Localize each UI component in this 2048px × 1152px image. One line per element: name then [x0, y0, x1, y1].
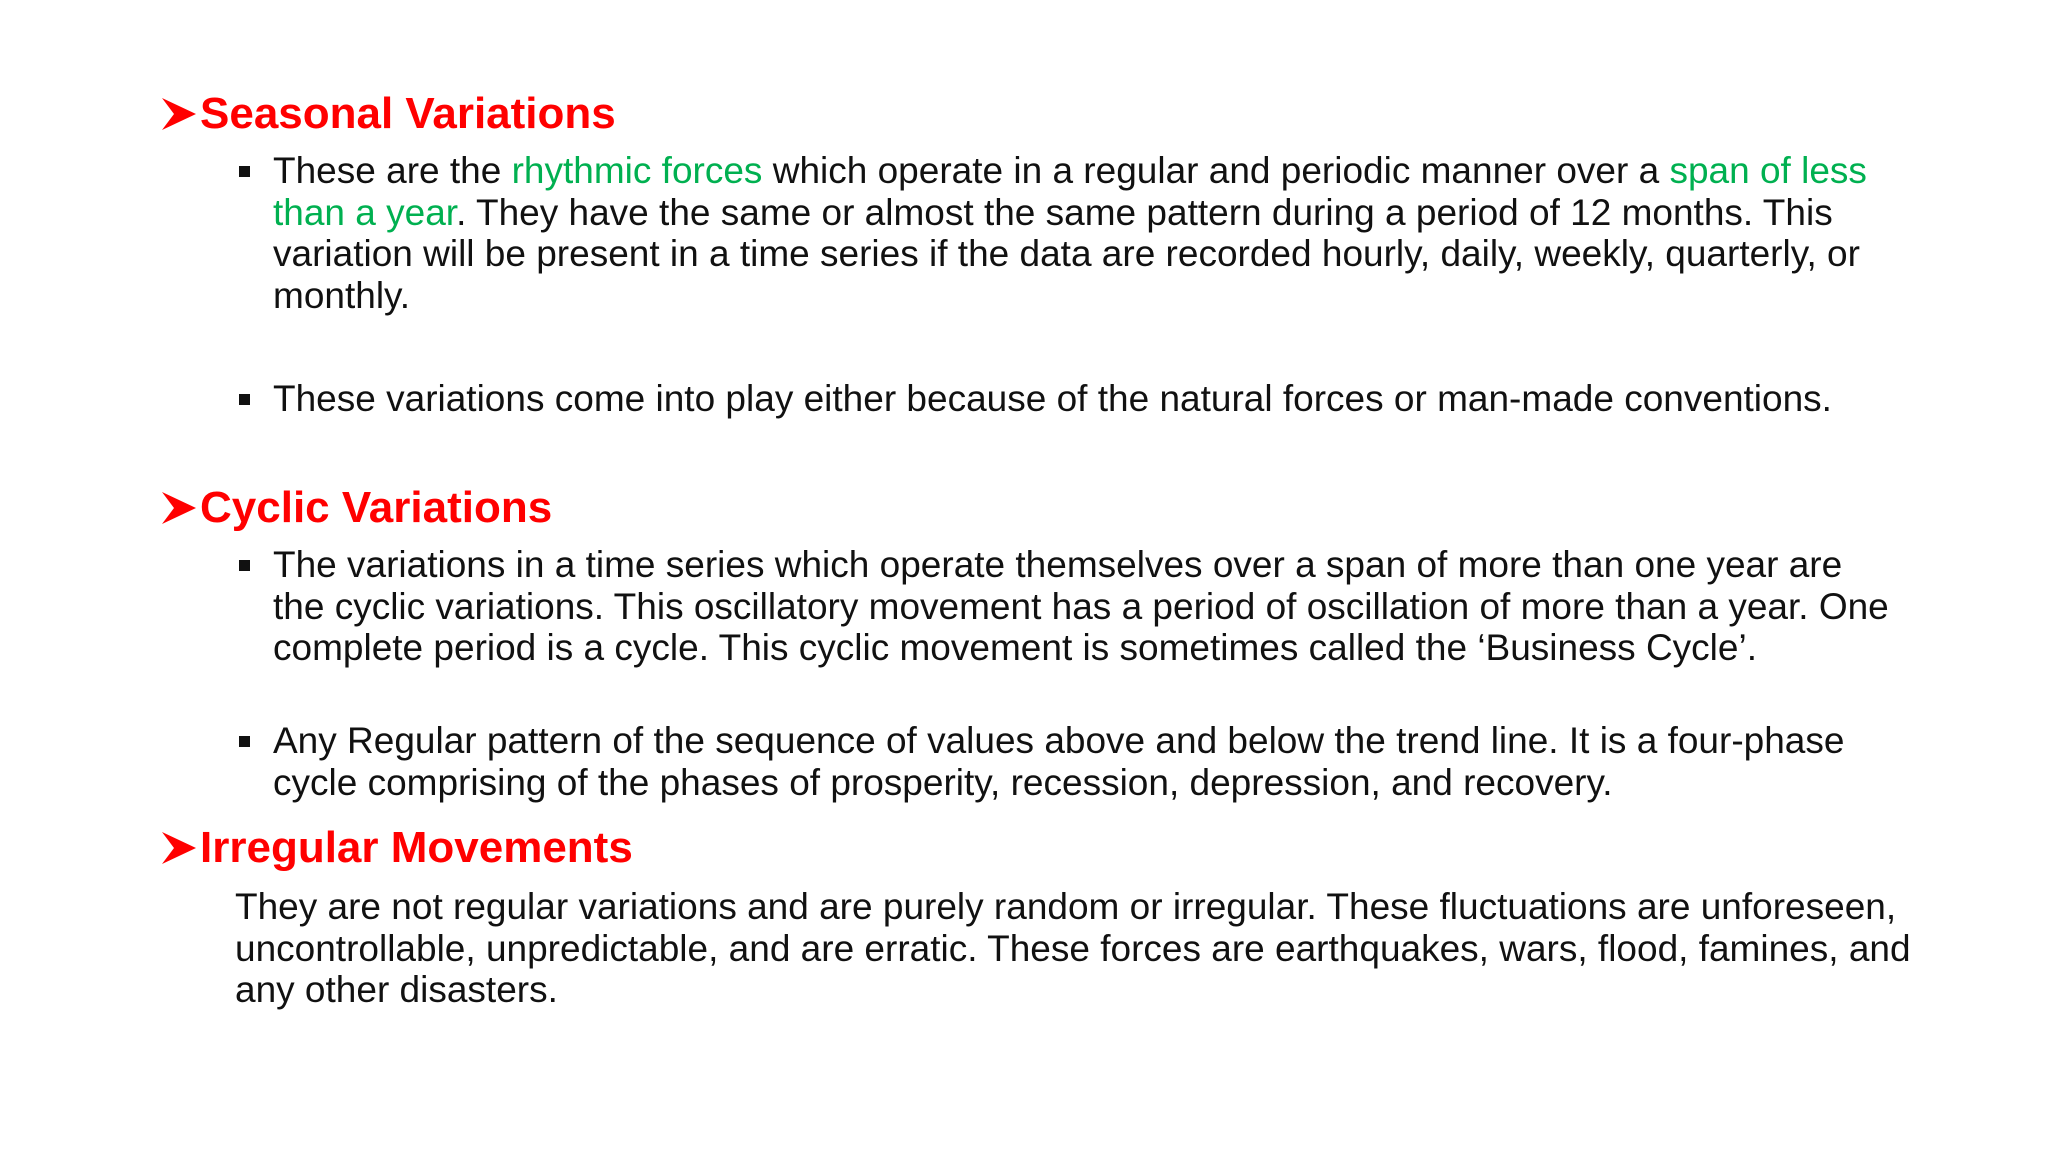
- square-bullet-icon: [239, 394, 250, 405]
- text-run: which operate in a regular and periodic manner over a: [762, 150, 1670, 191]
- bullet-item: [239, 544, 1899, 669]
- bullet-text: The variations in a time series which operate themselves over a span of more than one year are the cyclic variations. This oscillatory movement has a period of oscillation of more than a year. One complete period is a cycle. This cyclic movement is sometimes called the ‘Business Cycle’.: [273, 544, 1889, 668]
- bullet-item: [239, 150, 1899, 316]
- bullet-text: Any Regular pattern of the sequence of values above and below the trend line. It is a four-phase cycle comprising of the phases of prosperity, recession, depression, and recovery.: [273, 720, 1845, 803]
- highlight-span-less-than-year: span of less than a year: [273, 150, 1867, 233]
- heading-text: Irregular Movements: [200, 823, 633, 872]
- bullet-text: These variations come into play either because of the natural forces or man-made conventions.: [273, 378, 1832, 419]
- heading-cyclic-variations: [160, 483, 553, 532]
- bullet-item: [239, 378, 1899, 420]
- arrow-bullet-icon: [160, 92, 198, 136]
- heading-irregular-movements: [160, 823, 633, 872]
- square-bullet-icon: [239, 166, 250, 177]
- arrow-bullet-icon: [160, 486, 198, 530]
- heading-seasonal-variations: [160, 89, 616, 138]
- irregular-paragraph: They are not regular variations and are purely random or irregular. These fluctuations are unforeseen, uncontrollable, unpredictable, and are erratic. These forces are earthquakes, wars, flood, famines, and any other disasters.: [235, 886, 1911, 1010]
- heading-text: Seasonal Variations: [200, 89, 616, 138]
- bullet-item: [239, 720, 1899, 803]
- bullet-text: [273, 150, 1899, 316]
- arrow-bullet-icon: [160, 826, 198, 870]
- text-run: . They have the same or almost the same pattern during a period of 12 months. This variation will be present in a time series if the data are recorded hourly, daily, weekly, quarterly, or monthly.: [273, 191, 1860, 316]
- heading-text: Cyclic Variations: [200, 483, 553, 532]
- square-bullet-icon: [239, 736, 250, 747]
- highlight-rhythmic-forces: rhythmic forces: [511, 150, 763, 191]
- text-run: These are the: [273, 150, 512, 191]
- square-bullet-icon: [239, 560, 250, 571]
